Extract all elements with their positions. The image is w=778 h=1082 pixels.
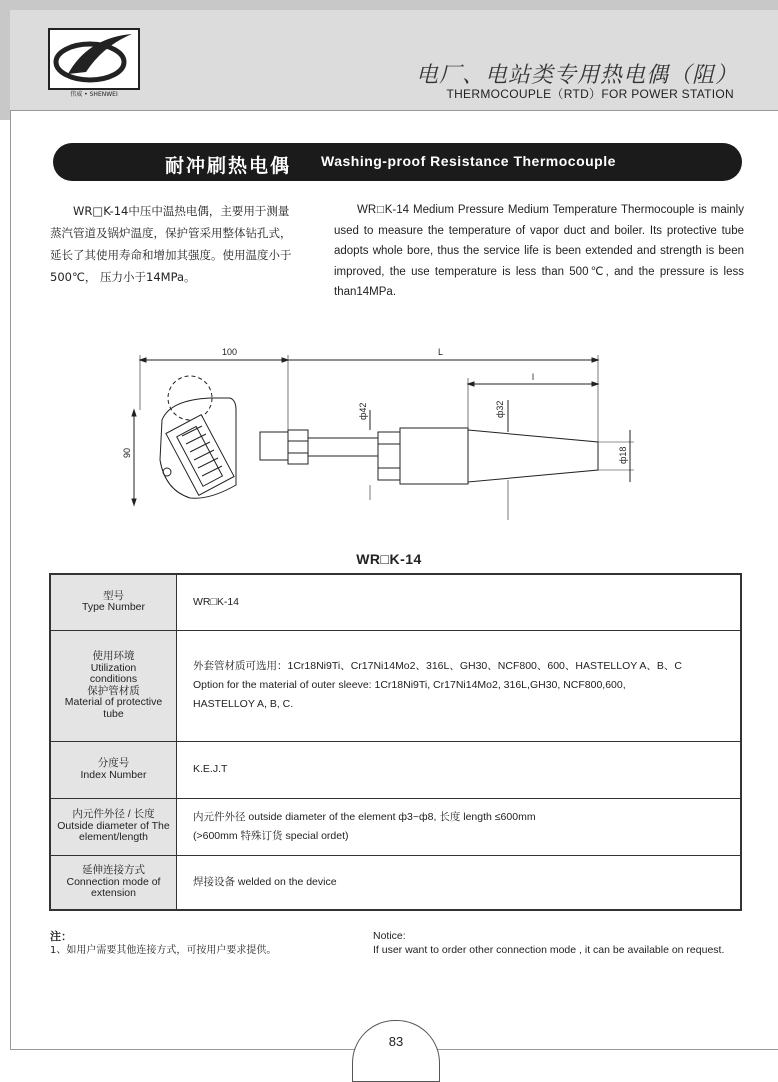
header-title-en: THERMOCOUPLE（RTD）FOR POWER STATION [446, 87, 734, 101]
row-value: WR□K-14 [177, 574, 742, 630]
label-cn: 分度号 [97, 757, 130, 769]
page-number: 83 [388, 1034, 404, 1049]
note-en-heading: Notice: [373, 930, 406, 942]
page-header [0, 0, 778, 120]
row-value [177, 798, 742, 855]
intro-text-cn: WR□K-14中压中温热电偶，主要用于测量蒸汽管道及锅炉温度，保护管采用整体钻孔式，延长了其使用寿命和增加其强度。使用温度小于500℃， 压力小于14MPa。 [50, 204, 292, 284]
spec-table [49, 573, 742, 911]
intro-text-en: WR□K-14 Medium Pressure Medium Temperature Thermocouple is mainly used to measure the temperature of vapor duct and boiler. Its protective tube adopts whole bore, thus the service life is been extended and strength is been improved, the use temperature is less than 500℃, and the pressure is less than14MPa. [334, 204, 744, 298]
label-cn2: 保护管材质 [87, 684, 140, 697]
row-label [50, 741, 177, 798]
table-row [50, 574, 741, 630]
banner-title-cn: 耐冲刷热电偶 [165, 155, 292, 177]
value-line: (>600mm 特殊订货 special ordet) [193, 829, 349, 842]
label-en: Type Number [81, 601, 146, 614]
table-row [50, 741, 741, 798]
page-number-tab [352, 1020, 440, 1082]
label-cn: 延伸连接方式 [82, 864, 145, 876]
dim-L-label: L [438, 347, 444, 357]
model-title: WR□K-14 [356, 551, 422, 567]
row-label [50, 630, 177, 741]
label-en2: Material of protective tube [64, 696, 163, 720]
label-en: Outside diameter of The element/length [57, 819, 170, 844]
dim-90-label: 90 [122, 447, 132, 458]
table-row [50, 630, 741, 741]
logo-text: 伟威 • SHENWEI [70, 91, 118, 98]
row-value: 焊接设备 welded on the device [177, 855, 742, 910]
label-cn: 使用环境 [92, 650, 135, 662]
value-line: HASTELLOY A, B, C. [193, 698, 294, 710]
section-banner [53, 143, 742, 181]
label-en: Index Number [80, 768, 147, 781]
dim-l-label: l [532, 372, 534, 382]
thermocouple-drawing [110, 340, 650, 530]
row-label [50, 574, 177, 630]
table-row [50, 798, 741, 855]
dim-phi18-label: ф18 [618, 446, 628, 464]
value-line: Option for the material of outer sleeve: 1Cr18Ni9Ti, Cr17Ni14Mo2, 316L,GH30, NCF800,600, [193, 679, 626, 691]
value-line: 外套管材质可选用：1Cr18Ni9Ti、Cr17Ni14Mo2、316L、GH30、NCF800、600、HASTELLOY A、B、C [193, 660, 682, 672]
label-cn: 内元件外径 / 长度 [72, 808, 155, 821]
table-row [50, 855, 741, 910]
note-en-item: If user want to order other connection mode , it can be available on request. [373, 944, 725, 956]
label-en: Connection mode of extension [66, 875, 161, 899]
page-frame-left [10, 110, 11, 1050]
banner-title-en: Washing-proof Resistance Thermocouple [321, 153, 616, 169]
header-title-cn: 电厂、电站类专用热电偶（阻） [415, 63, 738, 88]
note-cn-heading: 注： [50, 930, 72, 943]
note-cn-item: 1、如用户需要其他连接方式，可按用户要求提供。 [50, 945, 277, 956]
company-logo [48, 28, 140, 98]
label-cn: 型号 [103, 589, 124, 602]
value-line: 内元件外径 outside diameter of the element ф3~ф8, 长度 length ≤600mm [193, 810, 536, 823]
row-label [50, 798, 177, 855]
row-value [177, 630, 742, 741]
dim-phi32-label: ф32 [495, 400, 505, 418]
label-en: Utilization conditions [89, 661, 138, 685]
dim-phi42-label: ф42 [358, 402, 368, 420]
dim-100-label: 100 [222, 347, 238, 357]
row-value: K.E.J.T [177, 741, 742, 798]
row-label [50, 855, 177, 910]
